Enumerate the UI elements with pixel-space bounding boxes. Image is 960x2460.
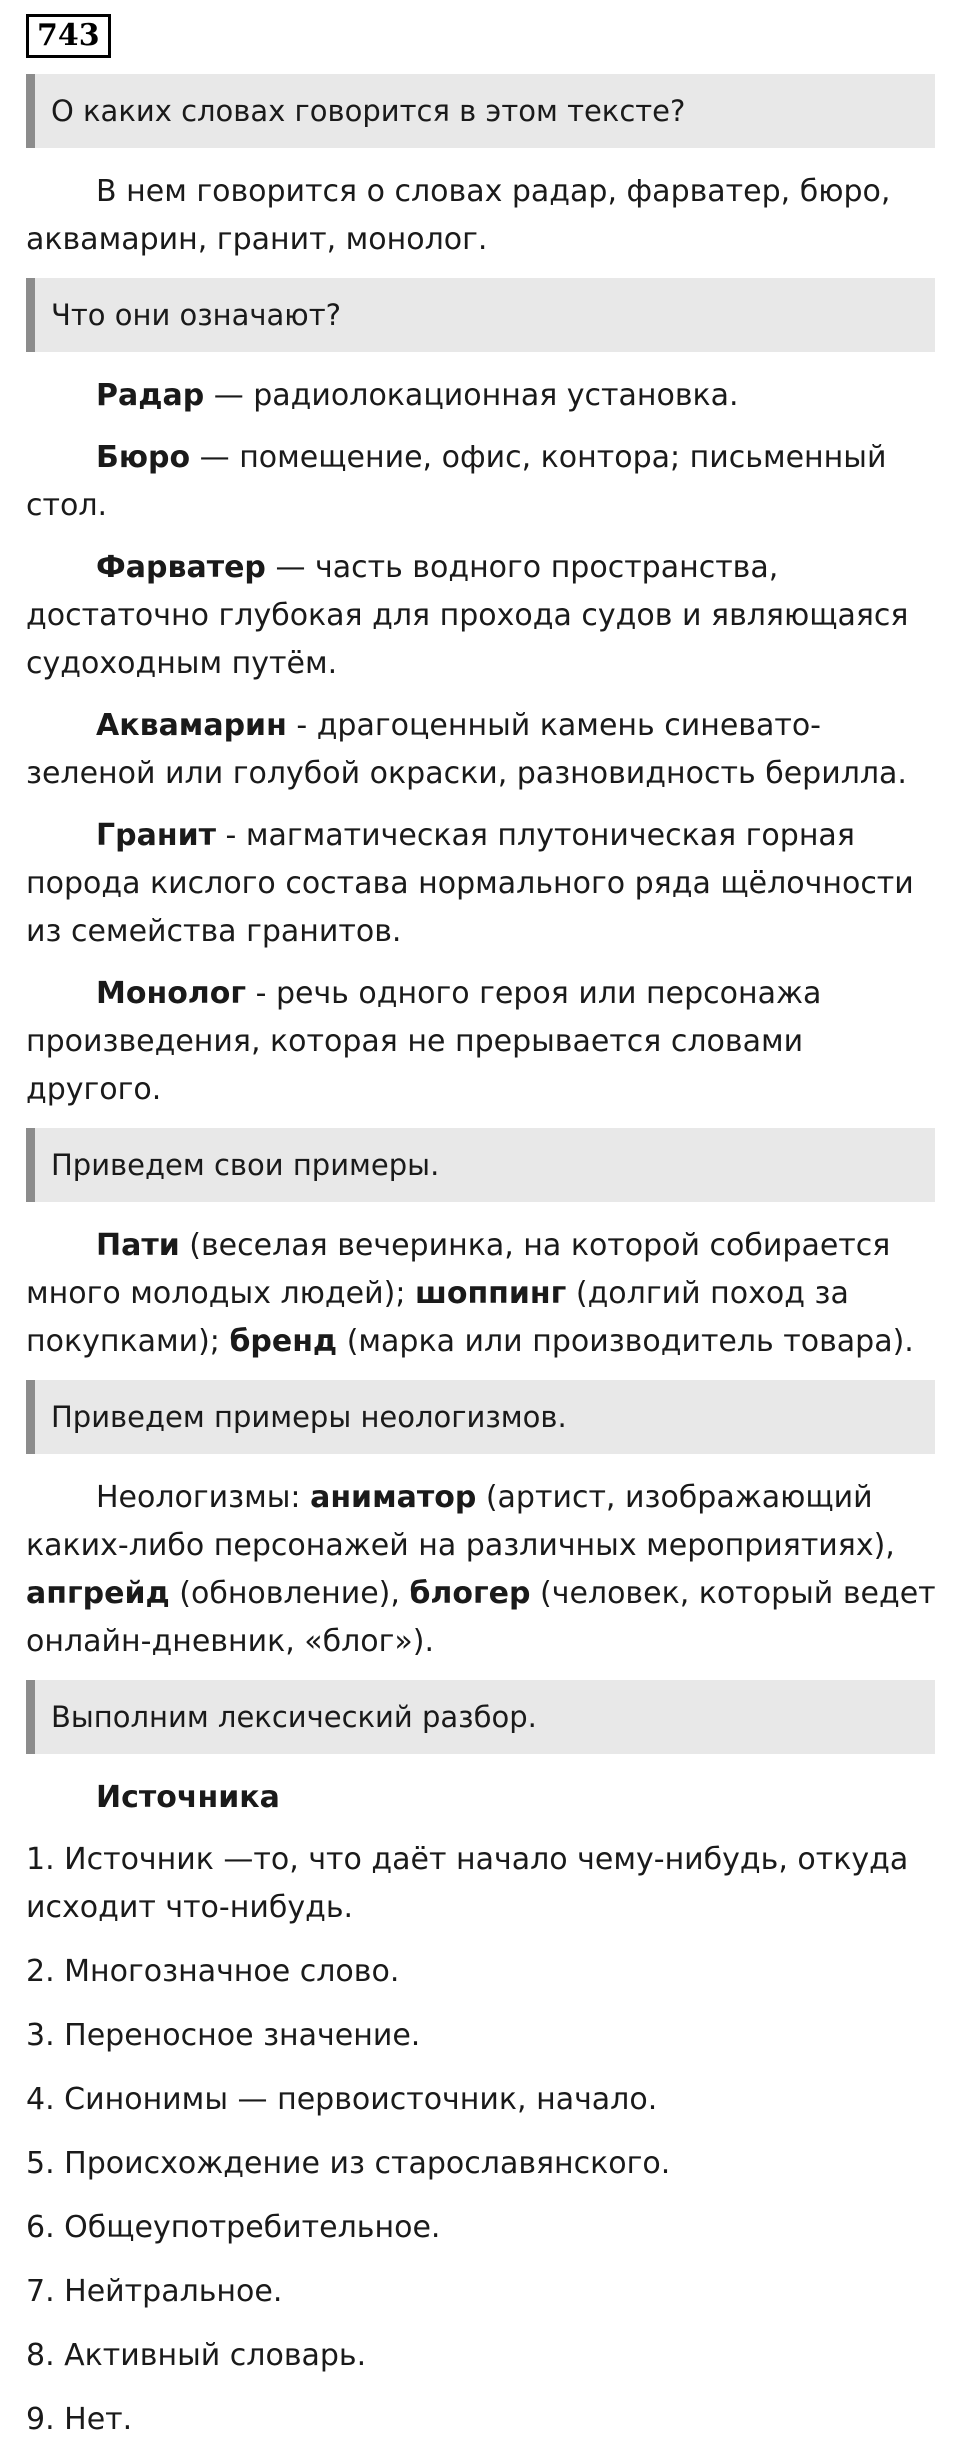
question-box: Выполним лексический разбор. <box>26 1680 935 1754</box>
analysis-word <box>26 1774 936 1822</box>
definition-term: Радар <box>96 378 205 413</box>
definition-paragraph <box>26 372 936 420</box>
neologism-text: (человек, который ведет онлайн-дневник, «блог»). <box>26 1576 936 1659</box>
definition-paragraph <box>26 702 936 798</box>
example-text: (долгий поход за покупками); <box>26 1276 849 1359</box>
analysis-item: 6. Общеупотребительное. <box>26 2210 441 2245</box>
question-box: Что они означают? <box>26 278 935 352</box>
neologism-text: (обновление), <box>169 1576 410 1611</box>
definition-text: — помещение, офис, контора; письменный стол. <box>26 440 887 523</box>
definition-text: - драгоценный камень синевато-зеленой или голубой окраски, разновидность берилла. <box>26 708 907 791</box>
analysis-item: 3. Переносное значение. <box>26 2018 421 2053</box>
document-page <box>26 14 936 2460</box>
neologism-text: (артист, изображающий каких-либо персонажей на различных мероприятиях), <box>26 1480 895 1563</box>
neologism-word: апгрейд <box>26 1576 170 1611</box>
definition-paragraph <box>26 434 936 530</box>
analysis-item: 5. Происхождение из старославянского. <box>26 2146 671 2181</box>
analysis-item: 9. Нет. <box>26 2402 133 2437</box>
task-number-badge: 743 <box>26 14 111 58</box>
definition-term: Аквамарин <box>96 708 287 743</box>
examples-paragraph <box>26 1222 936 1366</box>
definition-text: - речь одного героя или персонажа произведения, которая не прерывается словами другого. <box>26 976 822 1107</box>
definition-text: — радиолокационная установка. <box>204 378 739 413</box>
answer-paragraph: В нем говорится о словах радар, фарватер, бюро, аквамарин, гранит, монолог. <box>26 174 891 257</box>
question-box: Приведем свои примеры. <box>26 1128 935 1202</box>
neologisms-paragraph <box>26 1474 936 1666</box>
analysis-item: 4. Синонимы — первоисточник, начало. <box>26 2082 658 2117</box>
analysis-word-bold: Источника <box>96 1780 280 1815</box>
question-box: О каких словах говорится в этом тексте? <box>26 74 935 148</box>
definition-paragraph <box>26 812 936 956</box>
definition-paragraph <box>26 970 936 1114</box>
definition-text: - магматическая плутоническая горная порода кислого состава нормального ряда щёлочности из семейства гранитов. <box>26 818 914 949</box>
analysis-item: 7. Нейтральное. <box>26 2274 283 2309</box>
question-box: Приведем примеры неологизмов. <box>26 1380 935 1454</box>
example-word: Пати <box>96 1228 180 1263</box>
definition-term: Бюро <box>96 440 191 475</box>
analysis-item: 1. Источник —то, что даёт начало чему-нибудь, откуда исходит что-нибудь. <box>26 1842 909 1925</box>
neologism-word: блогер <box>409 1576 531 1611</box>
analysis-item: 8. Активный словарь. <box>26 2338 367 2373</box>
example-word: бренд <box>229 1324 338 1359</box>
definition-text: — часть водного пространства, достаточно глубокая для прохода судов и являющаяся судоходным путём. <box>26 550 909 681</box>
definition-term: Гранит <box>96 818 216 853</box>
neologisms-prefix: Неологизмы: <box>96 1480 311 1515</box>
definition-term: Монолог <box>96 976 247 1011</box>
example-text: (веселая вечеринка, на которой собирается много молодых людей); <box>26 1228 891 1311</box>
analysis-item: 2. Многозначное слово. <box>26 1954 400 1989</box>
definition-term: Фарватер <box>96 550 266 585</box>
neologism-word: аниматор <box>310 1480 477 1515</box>
example-word: шоппинг <box>414 1276 567 1311</box>
definition-paragraph <box>26 544 936 688</box>
example-text: (марка или производитель товара). <box>337 1324 914 1359</box>
